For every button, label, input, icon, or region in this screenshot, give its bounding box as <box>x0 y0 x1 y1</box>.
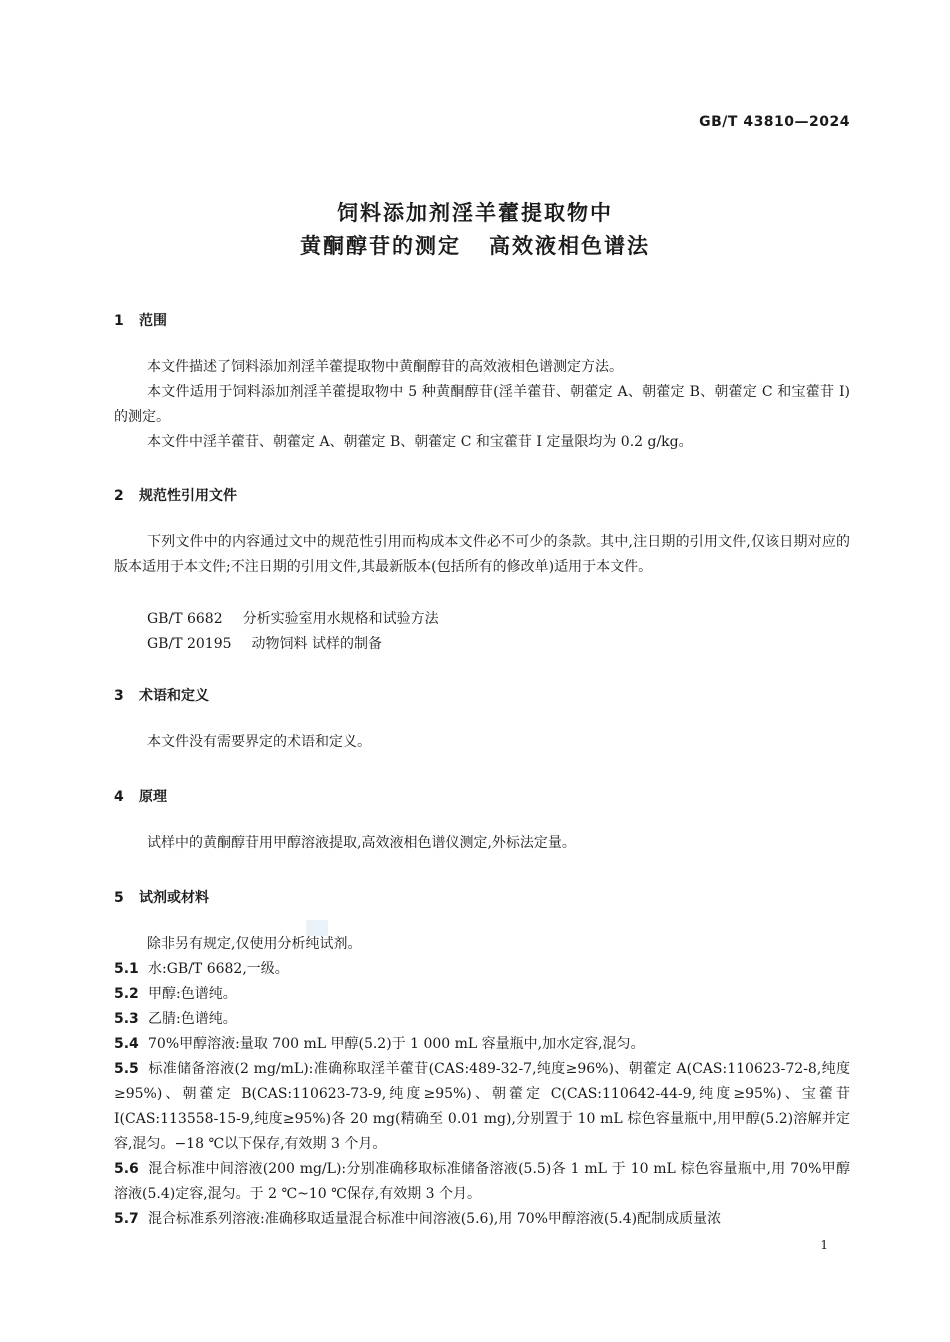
section-title: 试剂或材料 <box>139 890 209 906</box>
document-title-line-2 <box>0 230 950 260</box>
clause-number: 5.7 <box>114 1211 139 1227</box>
clause-text: 乙腈:色谱纯。 <box>148 1011 237 1027</box>
principle-paragraph: 试样中的黄酮醇苷用甲醇溶液提取,高效液相色谱仪测定,外标法定量。 <box>147 835 576 851</box>
reference-code: GB/T 6682 <box>147 611 223 627</box>
clause-5-1 <box>114 957 850 982</box>
standard-number: GB/T 43810—2024 <box>699 114 850 130</box>
clause-number: 5.2 <box>114 986 139 1002</box>
section-heading-scope <box>114 310 167 330</box>
clause-text: 混合标准中间溶液(200 mg/L):分别准确移取标准储备溶液(5.5)各 1 mL 于 10 mL 棕色容量瓶中,用 70%甲醇溶液(5.4)定容,混匀。于 2 ℃~10 ℃保存,有效期 3 个月。 <box>114 1161 850 1202</box>
clause-number: 5.5 <box>114 1061 139 1077</box>
clause-5-2 <box>114 982 850 1007</box>
section-number: 1 <box>114 313 124 329</box>
document-title-line-1: 饲料添加剂淫羊藿提取物中 <box>337 201 613 225</box>
section-heading-reagents <box>114 887 209 907</box>
clause-5-5 <box>114 1057 850 1157</box>
section-number: 4 <box>114 789 124 805</box>
clause-5-3 <box>114 1007 850 1032</box>
reference-item <box>147 609 439 629</box>
clause-text: 水:GB/T 6682,一级。 <box>148 961 289 977</box>
clause-text: 70%甲醇溶液:量取 700 mL 甲醇(5.2)于 1 000 mL 容量瓶中,加水定容,混匀。 <box>148 1036 645 1052</box>
clause-number: 5.1 <box>114 961 139 977</box>
reagents-paragraph: 除非另有规定,仅使用分析纯试剂。 <box>147 936 362 952</box>
clause-number: 5.6 <box>114 1161 139 1177</box>
title-part-a: 黄酮醇苷的测定 <box>300 234 461 258</box>
section-title: 术语和定义 <box>139 688 209 704</box>
scope-paragraph-3: 本文件中淫羊藿苷、朝藿定 A、朝藿定 B、朝藿定 C 和宝藿苷 I 定量限均为 0.2 g/kg。 <box>147 434 693 450</box>
section-number: 5 <box>114 890 124 906</box>
section-number: 2 <box>114 488 124 504</box>
clause-5-6 <box>114 1157 850 1207</box>
reference-code: GB/T 20195 <box>147 636 232 652</box>
clause-number: 5.4 <box>114 1036 139 1052</box>
section-title: 范围 <box>139 313 167 329</box>
clause-text: 标准储备溶液(2 mg/mL):准确称取淫羊藿苷(CAS:489-32-7,纯度≥96%)、朝藿定 A(CAS:110623-72-8,纯度≥95%)、朝藿定 B(CAS:110623-73-9,纯度≥95%)、朝藿定 C(CAS:110642-44-9,纯度≥95%)、宝藿苷 I(CAS:113558-15-9,纯度≥95%)各 20 mg(精确至 0.01 mg),分别置于 10 mL 棕色容量瓶中,用甲醇(5.2)溶解并定容,混匀。−18 ℃以下保存,有效期 3 个月。 <box>114 1061 850 1152</box>
page-number: 1 <box>820 1238 828 1252</box>
reference-title: 分析实验室用水规格和试验方法 <box>242 611 439 627</box>
clause-text: 混合标准系列溶液:准确移取适量混合标准中间溶液(5.6),用 70%甲醇溶液(5.4)配制成质量浓 <box>148 1211 722 1227</box>
title-part-b: 高效液相色谱法 <box>489 234 650 258</box>
clause-text: 甲醇:色谱纯。 <box>148 986 237 1002</box>
references-paragraph: 下列文件中的内容通过文中的规范性引用而构成本文件必不可少的条款。其中,注日期的引用文件,仅该日期对应的版本适用于本文件;不注日期的引用文件,其最新版本(包括所有的修改单)适用于本文件。 <box>114 534 850 575</box>
section-title: 原理 <box>139 789 167 805</box>
scope-paragraph-2: 本文件适用于饲料添加剂淫羊藿提取物中 5 种黄酮醇苷(淫羊藿苷、朝藿定 A、朝藿定 B、朝藿定 C 和宝藿苷 I)的测定。 <box>114 384 850 425</box>
section-number: 3 <box>114 688 124 704</box>
reference-item <box>147 634 382 654</box>
section-title: 规范性引用文件 <box>139 488 237 504</box>
section-heading-principle <box>114 786 167 806</box>
clause-number: 5.3 <box>114 1011 139 1027</box>
clause-5-4 <box>114 1032 850 1057</box>
section-heading-terms <box>114 685 209 705</box>
clause-5-7 <box>114 1207 850 1232</box>
terms-paragraph: 本文件没有需要界定的术语和定义。 <box>147 734 371 750</box>
scope-paragraph-1: 本文件描述了饲料添加剂淫羊藿提取物中黄酮醇苷的高效液相色谱测定方法。 <box>147 359 623 375</box>
reference-title: 动物饲料 试样的制备 <box>251 636 382 652</box>
section-heading-normative-references <box>114 485 237 505</box>
